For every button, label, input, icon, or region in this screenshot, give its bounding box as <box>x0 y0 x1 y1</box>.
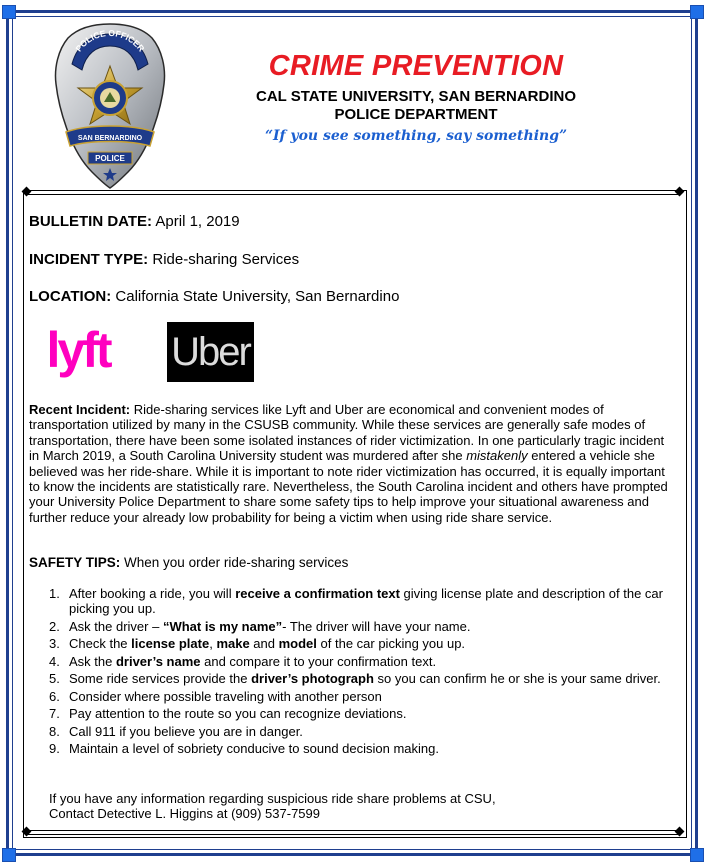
tip-bold: receive a confirmation text <box>235 586 400 601</box>
contact-info <box>49 791 496 821</box>
list-item <box>49 706 679 721</box>
page-title: CRIME PREVENTION <box>268 50 564 82</box>
location <box>29 288 399 305</box>
list-item <box>49 619 679 634</box>
tip-text: - The driver will have your name. <box>282 618 471 634</box>
list-item-number: 7. <box>49 706 60 721</box>
tip-bold: model <box>278 636 317 651</box>
bulletin-date <box>29 213 240 230</box>
footer-divider-thin <box>27 834 679 835</box>
frame-corner-bottom-right <box>690 848 704 862</box>
department-name: POLICE DEPARTMENT <box>334 106 498 123</box>
contact-line-2: Contact Detective L. Higgins at (909) 537-7599 <box>49 806 320 821</box>
tip-text: Ask the <box>69 653 116 669</box>
safety-tips-heading <box>29 555 348 570</box>
bulletin-date-value: April 1, 2019 <box>155 213 240 230</box>
incident-emphasis: mistakenly <box>466 448 528 464</box>
safety-tips-label: SAFETY TIPS: <box>29 555 121 570</box>
bulletin-date-label: BULLETIN DATE: <box>29 213 153 230</box>
list-item-number: 5. <box>49 671 60 686</box>
list-item-number: 9. <box>49 741 60 756</box>
tip-text: After booking a ride, you will <box>69 586 236 601</box>
tip-text: Consider where possible traveling with another person <box>69 688 382 704</box>
uber-logo <box>167 322 254 382</box>
badge-banner-text: SAN BERNARDINO <box>77 135 143 142</box>
incident-text-part1: Ride-sharing services like Lyft and Uber are economical and convenient modes of transportation utilized by many in the CSUSB community. While these services are generally safe modes of transportation, there have been some isolated instances of rider victimization. In one particularly tragic incident in March 2019, a South Carolina University student was murdered after she <box>29 402 665 464</box>
frame-corner-top-left <box>2 5 16 19</box>
tip-bold: license plate <box>131 636 210 651</box>
incident-paragraph <box>29 402 677 525</box>
tip-text: , <box>209 636 217 651</box>
tip-text: giving license plate and description of the car picking you up. <box>69 586 663 616</box>
list-item-number: 1. <box>49 586 60 601</box>
tip-text: and compare it to your confirmation text. <box>200 653 437 669</box>
institution-name: CAL STATE UNIVERSITY, SAN BERNARDINO <box>255 88 577 105</box>
list-item <box>49 671 679 686</box>
list-item <box>49 636 679 651</box>
badge-top-text: POLICE OFFICER <box>73 27 147 54</box>
badge-bottom-text: POLICE <box>95 154 125 163</box>
tip-bold: driver’s name <box>115 653 201 669</box>
safety-tips-list <box>49 586 679 759</box>
list-item-number: 2. <box>49 618 60 634</box>
tip-text: Some ride services provide the <box>69 671 252 686</box>
safety-tips-intro: When you order ride-sharing services <box>124 555 349 570</box>
frame-corner-top-right <box>690 5 704 19</box>
tip-bold: “What is my name” <box>162 618 283 634</box>
lyft-logo <box>30 321 126 383</box>
contact-line-1: If you have any information regarding suspicious ride share problems at CSU, <box>49 791 496 806</box>
motto: “If you see something, say something” <box>264 128 568 144</box>
incident-type <box>29 251 299 268</box>
location-value: California State University, San Bernardino <box>115 288 400 305</box>
footer-divider <box>27 830 679 831</box>
list-item-number: 8. <box>49 723 60 739</box>
list-item-number: 4. <box>49 653 60 669</box>
uber-logo-text: Uber <box>171 330 250 374</box>
tip-text: Maintain a level of sobriety conducive to sound decision making. <box>69 741 439 756</box>
list-item <box>49 586 679 616</box>
tip-text: Call 911 if you believe you are in danger. <box>69 723 303 739</box>
list-item-number: 6. <box>49 688 60 704</box>
incident-label: Recent Incident: <box>29 402 131 417</box>
police-badge-icon <box>48 20 172 192</box>
lyft-logo-text: lyft <box>46 322 110 378</box>
tip-text: and <box>249 636 279 651</box>
tip-text: of the car picking you up. <box>316 636 466 651</box>
list-item <box>49 741 679 756</box>
tip-bold: driver’s photograph <box>251 671 374 686</box>
incident-text-part2: entered a vehicle she believed was her ride-share. While it is important to note rider victimization has occurred, it is equally important to know the incidents are statistically rare. Nevertheless, the South Carolina incident and others have prompted your University Police Department to share some safety tips to help improve your situational awareness and further reduce your already low probability for being a victim when using ride share service. <box>29 448 668 525</box>
list-item <box>49 654 679 669</box>
list-item <box>49 724 679 739</box>
list-item-number: 3. <box>49 636 60 651</box>
tip-text: Check the <box>69 636 132 651</box>
location-label: LOCATION: <box>29 288 112 305</box>
tip-text: so you can confirm he or she is your same driver. <box>373 671 661 686</box>
tip-text: Ask the driver – <box>69 618 163 634</box>
tip-text: Pay attention to the route so you can recognize deviations. <box>69 706 407 721</box>
frame-corner-bottom-left <box>2 848 16 862</box>
list-item <box>49 689 679 704</box>
incident-type-label: INCIDENT TYPE: <box>29 251 149 268</box>
incident-type-value: Ride-sharing Services <box>152 251 300 268</box>
tip-bold: make <box>216 636 250 651</box>
